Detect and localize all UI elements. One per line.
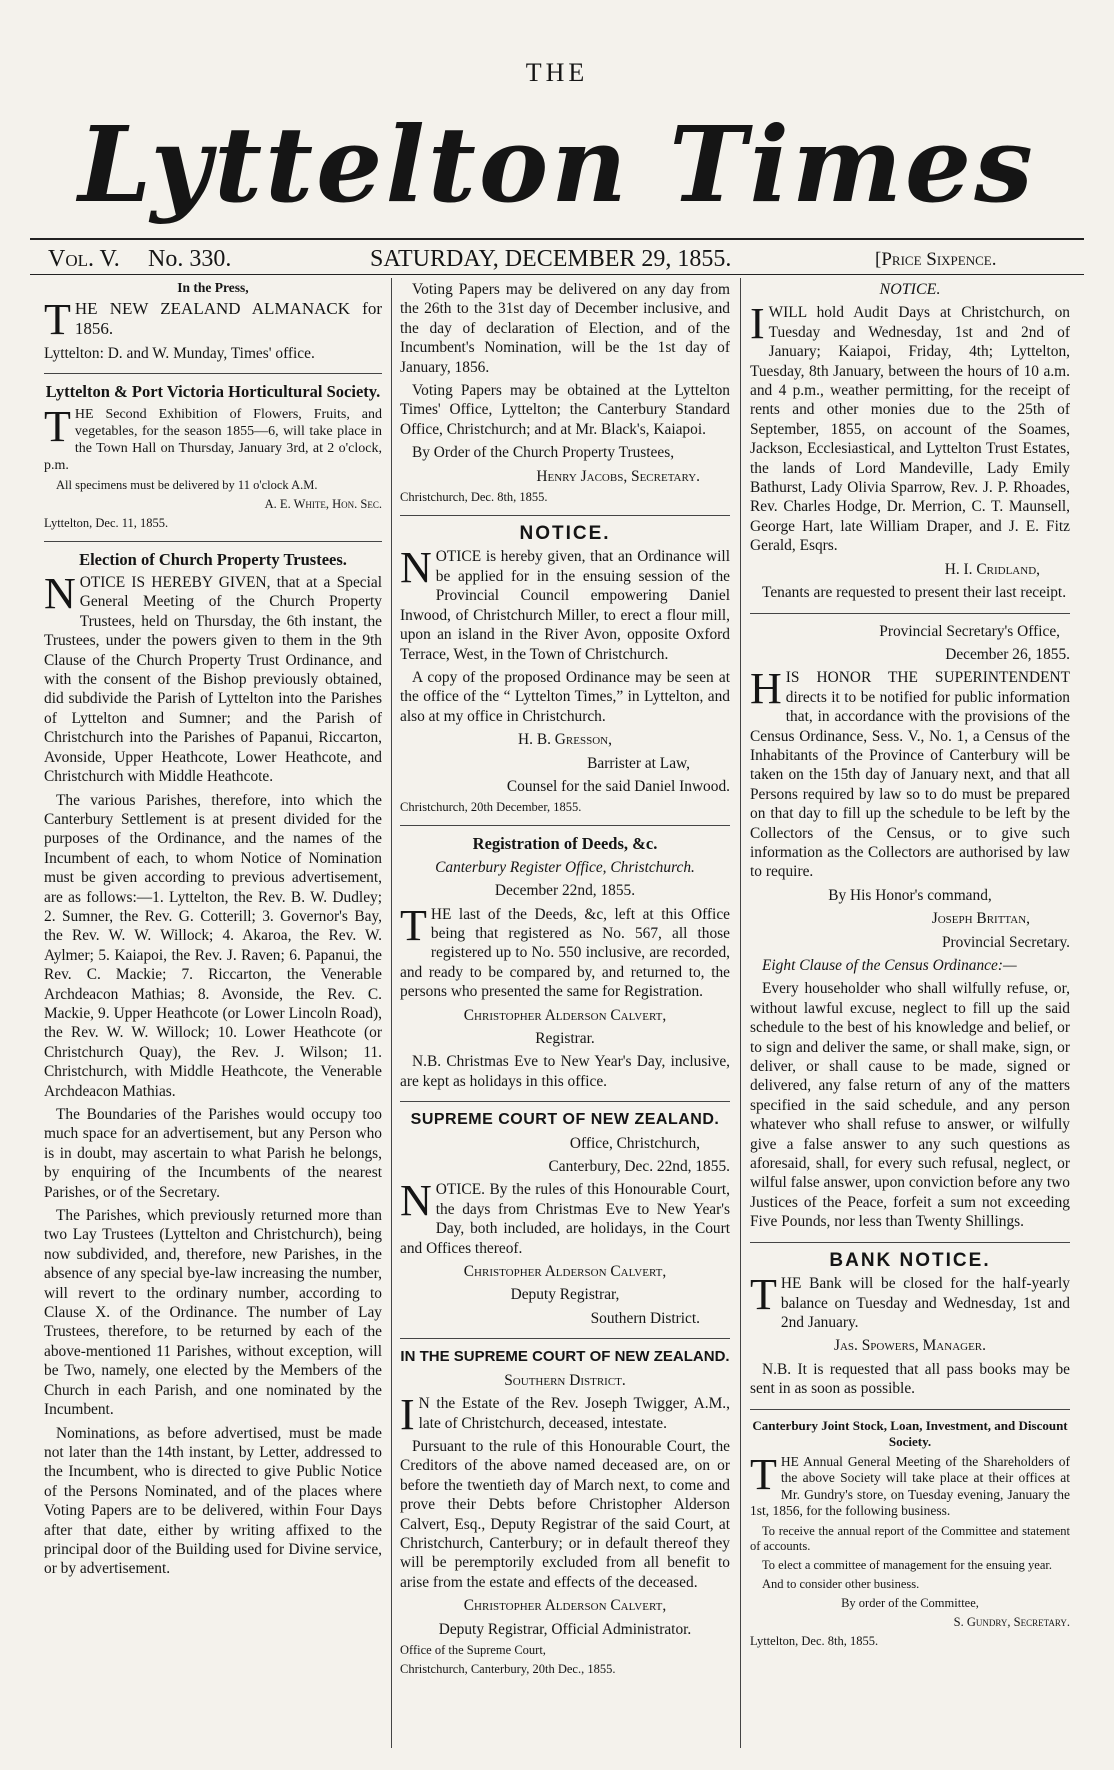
estate-dateline2: Christchurch, Canterbury, 20th Dec., 1855.: [400, 1661, 616, 1676]
separator: [750, 613, 1070, 614]
separator: [44, 541, 382, 542]
supreme-office2: Canterbury, Dec. 22nd, 1855.: [548, 1158, 730, 1176]
almanack-title: HE NEW ZEALAND ALMANACK for 1856.: [74, 299, 382, 339]
estate-dateline1: Office of the Supreme Court,: [400, 1642, 546, 1657]
voting-notice: [400, 280, 730, 505]
society-item1: To receive the annual report of the Committee and statement of accounts.: [750, 1523, 1070, 1553]
estate-notice: [400, 1347, 730, 1677]
bank-signature: Jas. Spowers, Manager.: [834, 1337, 986, 1355]
estate-p1: N the Estate of the Rev. Joseph Twigger, A.M., late of Christchurch, deceased, intestate.: [418, 1395, 730, 1432]
drop-cap: N: [400, 543, 432, 593]
census-p1: IS HONOR THE SUPERINTENDENT directs it to be notified for public information that, in accordance with the provisions of the Census Ordinance, Sess. V., No. 1, a Census of the Inhabitants of the Province of Canterbury will be taken on the 15th day of January next, and that all Persons required by law so to do must be prepared on that day to fill up the schedule to be left by the Collectors of the Census, or to give such information as the Collectors are authorised by law to require.: [750, 669, 1070, 881]
voting-p1: Voting Papers may be delivered on any day from the 26th to the 31st day of December inclusive, and the day of declaration of Election, and of the Incumbent's Nomination, will be the 1st day of January, 1856.: [400, 281, 730, 376]
drop-cap: H: [750, 664, 782, 714]
society-signature: S. Gundry, Secretary.: [953, 1614, 1070, 1629]
bank-p1: HE Bank will be closed for the half-yearly balance on Tuesday and Wednesday, 1st and 2nd January.: [780, 1275, 1070, 1331]
estate-heading: IN THE SUPREME COURT OF NEW ZEALAND.: [400, 1348, 730, 1366]
column-divider: [740, 278, 741, 1748]
column-1: [44, 280, 382, 1583]
drop-cap: T: [400, 900, 427, 950]
estate-p2: Pursuant to the rule of this Honourable Court, the Creditors of the above named deceased are, on or before the twentieth day of March next, to come and prove their Debts before Christopher Alderson Calvert, Esq., Deputy Registrar of the said Court, at Christchurch, Canterbury; or in default thereof they will be peremptorily excluded from all benefit to arise from the estate and effects of the deceased.: [400, 1437, 730, 1591]
census-office1: Provincial Secretary's Office,: [879, 622, 1060, 640]
horticultural-heading: Lyttelton & Port Victoria Horticultural Society.: [45, 382, 381, 402]
deeds-heading: Registration of Deeds, &c.: [472, 834, 658, 854]
census-notice: [750, 622, 1070, 1232]
masthead-rule-bottom: [30, 274, 1084, 275]
separator: [44, 373, 382, 374]
masthead: [0, 100, 1114, 230]
masthead-title: Lyttelton Times: [78, 103, 1036, 226]
horticultural-signature: A. E. White, Hon. Sec.: [264, 496, 382, 511]
mill-notice-sig2: Barrister at Law,: [587, 754, 690, 772]
separator: [750, 1242, 1070, 1243]
horticultural-ad: [44, 382, 382, 530]
estate-district: Southern District.: [504, 1371, 626, 1389]
almanack-publisher: Lyttelton: D. and W. Munday, Times' office.: [44, 344, 315, 362]
separator: [400, 1338, 730, 1339]
dateline: [30, 246, 1084, 274]
supreme-court-notice: [400, 1110, 730, 1328]
election-notice: [44, 550, 382, 1579]
census-office2: December 26, 1855.: [945, 645, 1070, 663]
horticultural-dateline: Lyttelton, Dec. 11, 1855.: [44, 515, 169, 530]
election-p2: The various Parishes, therefore, into which the Canterbury Settlement is at present divided for the purposes of the Ordinance, and the names of the Incumbent of each, to whom Notice of Nomination must be given according to previous advertisement, are as follows:—1. Lyttelton, the Rev. B. W. Dudley; 2. Sumner, the Rev. G. Cotterill; 3. Governor's Bay, the Rev. W. W. Willock; 4. Akaroa, the Rev. W. Aylmer; 5. Kaiapoi, the Rev. J. Raven; 6. Papanui, the Rev. C. Mackie; 7. Riccarton, the Venerable Archdeacon Mathias; 8. Avonside, the Rev. C. Mackie, 9. Upper Heathcote (or Lower Lincoln Road), the Rev. W. W. Willock; 10. Lower Heathcote (or Christchurch Quay), the Rev. J. Wilson; 11. Christchurch, with Middle Heathcote, the Venerable Archdeacon Mathias.: [44, 791, 382, 1100]
society-heading: Canterbury Joint Stock, Loan, Investment, and Discount Society.: [752, 1417, 1068, 1449]
election-p1: OTICE IS HEREBY GIVEN, that at a Special General Meeting of the Church Property Trustees, held on Thursday, the 6th instant, the Trustees, under the powers given to them in the 9th Clause of the Church Property Trust Ordinance, and with the consent of the Bishop previously obtained, did subdivide the Parish of Lyttelton into the Parishes of Lyttelton and Sumner; and the Parish of Christchurch into the Parishes of Papanui, Riccarton, Avonside, Upper Heathcote, Lower Heathcote, and Christchurch with Middle Heathcote.: [44, 574, 382, 786]
issue-date: SATURDAY, DECEMBER 29, 1855.: [370, 246, 732, 272]
bank-notice: [750, 1251, 1070, 1399]
deeds-sig1: Christopher Alderson Calvert,: [463, 1006, 667, 1024]
audit-p1: WILL hold Audit Days at Christchurch, on Tuesday and Wednesday, 1st and 2nd of January; Kaiapoi, Friday, 4th; Lyttelton, Tuesday, 8th January, between the hours of 10 a.m. and 4 p.m., weather permitting, for the receipt of rents and other monies due to the 25th of September, 1855, on account of the Soames, Jackson, Ecclesiastical, and Lyttelton Trust Estates, the lands of Lord Mandeville, Lady Emily Bathurst, Lady Olivia Sparrow, Rev. J. P. Rhoades, Rev. Charles Hodge, Dr. Merrion, C. T. Maunsell, George Hart, late William Draper, and J. E. Fitz Gerald, Esqrs.: [750, 304, 1070, 555]
mill-notice-p1: OTICE is hereby given, that an Ordinance will be applied for in the ensuing session of the Provincial Council empowering Daniel Inwood, of Christchurch Miller, to erect a flour mill, upon an island in the River Avon, opposite Oxford Terrace, West, in the Town of Christchurch.: [400, 548, 730, 663]
drop-cap: T: [44, 401, 71, 451]
deeds-p1: HE last of the Deeds, &c, left at this Office being that registered as No. 567, all those registered up to No. 550 inclusive, are recorded, and ready to be compared by, and returned to, the persons who presented the same for Registration.: [400, 905, 730, 1001]
bank-heading: BANK NOTICE.: [829, 1249, 991, 1271]
election-p5: Nominations, as before advertised, must be made not later than the 14th instant, by Letter, addressed to the Incumbent, who is directed to give Public Notice of the Persons Nominated, and of the places where Voting Papers are to be delivered, within Four Days after that date, either by writing affixed to the principal door of the Building used for Divine service, or by advertisement.: [44, 1424, 382, 1578]
drop-cap: T: [750, 1270, 777, 1320]
society-order: By order of the Committee,: [841, 1595, 979, 1610]
almanack-kicker: In the Press,: [177, 280, 249, 295]
mill-notice-sig1: H. B. Gresson,: [518, 731, 612, 749]
mill-notice-sig3: Counsel for the said Daniel Inwood.: [506, 777, 730, 795]
voting-signature: Henry Jacobs, Secretary.: [536, 467, 700, 485]
mill-notice-p2: A copy of the proposed Ordinance may be seen at the office of the “ Lyttelton Times,” in Lyttelton, and also at my office in Christchurch.: [400, 668, 730, 725]
deeds-sig2: Registrar.: [535, 1030, 595, 1047]
separator: [400, 825, 730, 826]
column-divider: [391, 278, 392, 1748]
audit-notice: [750, 280, 1070, 603]
estate-sig2: Deputy Registrar, Official Administrator.: [438, 1620, 692, 1638]
volume: Vol. V.: [48, 246, 120, 272]
masthead-the: THE: [525, 58, 589, 87]
supreme-sig3: Southern District.: [590, 1309, 700, 1327]
separator: [400, 1101, 730, 1102]
voting-p2: Voting Papers may be obtained at the Lyttelton Times' Office, Lyttelton; the Canterbury Standard Office, Christchurch; and at Mr. Black's, Kaiapoi.: [400, 382, 730, 438]
column-2: [400, 280, 730, 1681]
drop-cap: I: [750, 299, 765, 349]
census-clause: Every householder who shall wilfully refuse, or, without lawful excuse, neglect to fill up the said schedule to the best of his knowledge and belief, or to sign and deliver the same, or shall make, sign, or deliver, or shall cause to be made, signed or delivered, any false return of any of the matters specified in the said schedule, and any person whatever who shall refuse to answer, or wilfully give a false answer to any such questions as aforesaid, shall, for every such refusal, neglect, or wilful false answer, upon conviction before any two Justices of the Peace, forfeit a sum not exceeding Five Pounds, nor less than Twenty Shillings.: [750, 980, 1070, 1231]
deeds-notice: [400, 834, 730, 1091]
supreme-sig2: Deputy Registrar,: [510, 1286, 620, 1304]
column-3: [750, 280, 1070, 1653]
issue-number: No. 330.: [148, 246, 232, 272]
price: [Price Sixpence.: [875, 249, 997, 270]
drop-cap: T: [44, 295, 71, 344]
deeds-nb: N.B. Christmas Eve to New Year's Day, inclusive, are kept as holidays in this office.: [400, 1053, 730, 1090]
mill-notice: [400, 524, 730, 815]
supreme-heading: SUPREME COURT OF NEW ZEALAND.: [410, 1111, 720, 1129]
voting-dateline: Christchurch, Dec. 8th, 1855.: [400, 490, 548, 505]
society-p1: HE Annual General Meeting of the Shareholders of the above Society will take place at their offices at Mr. Gundry's store, on Tuesday evening, January the 1st, 1856, for the following business.: [750, 1453, 1070, 1519]
election-p3: The Boundaries of the Parishes would occupy too much space for an advertisement, but any Person who is in doubt, may ascertain to what Parish he belongs, by enquiring of the Incumbents of the nearest Parishes, or of the Secretary.: [44, 1106, 382, 1201]
horticultural-body: HE Second Exhibition of Flowers, Fruits, and vegetables, for the season 1855—6, will take place in the Town Hall on Thursday, January 3rd, at 2 o'clock, p.m.: [44, 406, 382, 473]
supreme-office1: Office, Christchurch,: [569, 1134, 700, 1152]
drop-cap: N: [44, 569, 76, 619]
census-sig2: Provincial Secretary.: [941, 933, 1070, 951]
society-item3: And to consider other business.: [762, 1576, 920, 1591]
drop-cap: I: [400, 1390, 415, 1440]
horticultural-note: All specimens must be delivered by 11 o'clock A.M.: [56, 477, 318, 492]
mill-notice-dateline: Christchurch, 20th December, 1855.: [400, 800, 582, 815]
census-sig1: Joseph Brittan,: [931, 910, 1030, 928]
drop-cap: N: [400, 1176, 432, 1226]
separator: [750, 1409, 1070, 1410]
audit-signature: H. I. Cridland,: [944, 560, 1040, 578]
bank-nb: N.B. It is requested that all pass books may be sent in as soon as possible.: [750, 1360, 1070, 1398]
election-heading: Election of Church Property Trustees.: [79, 549, 347, 569]
audit-p2: Tenants are requested to present their last receipt.: [762, 584, 1067, 602]
separator: [400, 515, 730, 516]
estate-sig1: Christopher Alderson Calvert,: [463, 1597, 667, 1615]
mill-notice-heading: NOTICE.: [519, 523, 611, 545]
census-clause-title: Eight Clause of the Census Ordinance:—: [762, 957, 1017, 974]
drop-cap: T: [750, 1449, 777, 1499]
society-item2: To elect a committee of management for the ensuing year.: [762, 1557, 1052, 1572]
deeds-office: Canterbury Register Office, Christchurch.: [435, 858, 695, 876]
almanack-ad: [44, 280, 382, 363]
supreme-sig1: Christopher Alderson Calvert,: [463, 1263, 667, 1281]
election-p4: The Parishes, which previously returned more than two Lay Trustees (Lyttelton and Christchurch), being now subdivided, and, therefore, new Parishes, in the absence of any special bye-law increasing the number, will revert to the ordinary number, according to Clause X. of the Ordinance. The number of Lay Trustees, therefore, to be returned by each of the above-mentioned 11 Parishes, without exception, will be Two, namely, one elected by the Members of the Church in each Parish, and one nominated by the Incumbent.: [44, 1207, 382, 1419]
society-dateline: Lyttelton, Dec. 8th, 1855.: [750, 1633, 879, 1648]
deeds-date: December 22nd, 1855.: [494, 882, 636, 900]
audit-heading: NOTICE.: [879, 281, 941, 298]
society-notice: [750, 1418, 1070, 1649]
masthead-rule-top: [30, 238, 1084, 240]
voting-p3: By Order of the Church Property Trustees,: [412, 444, 675, 462]
supreme-p1: OTICE. By the rules of this Honourable Court, the days from Christmas Eve to New Year's Day, both included, are holidays, in the Court and Offices thereof.: [400, 1181, 730, 1257]
census-order: By His Honor's command,: [828, 886, 992, 904]
